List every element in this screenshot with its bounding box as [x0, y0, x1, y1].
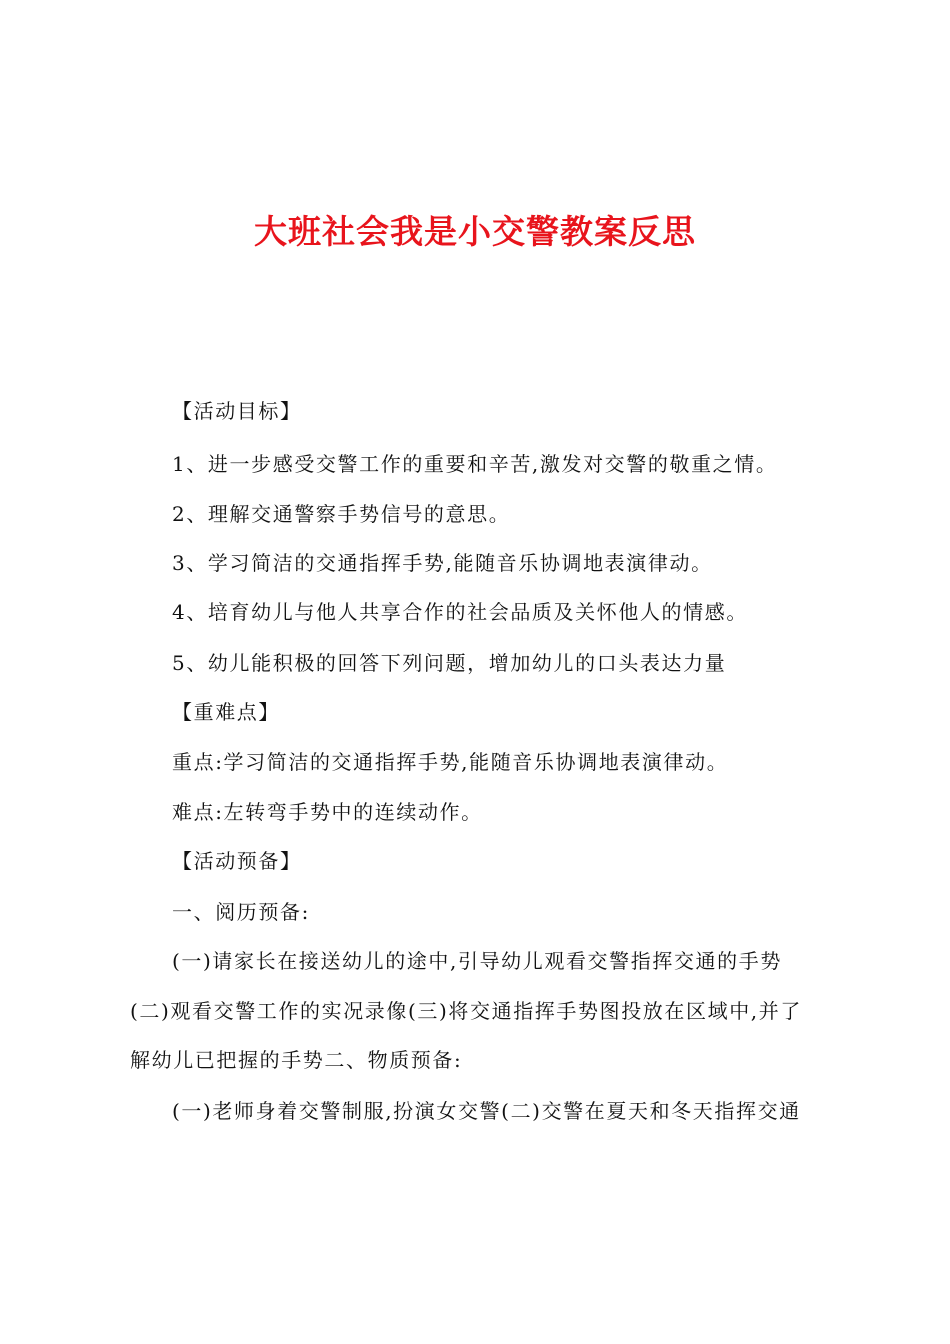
paragraph-line: (一)请家长在接送幼儿的途中,引导幼儿观看交警指挥交通的手势: [172, 949, 782, 973]
paragraph-line: 解幼儿已把握的手势二、物质预备:: [130, 1048, 463, 1072]
experience-preparation-heading: 一、阅历预备:: [172, 900, 310, 924]
goal-item-4: 4、培育幼儿与他人共享合作的社会品质及关怀他人的情感。: [172, 600, 748, 624]
section-heading-key-points: 【重难点】: [172, 700, 280, 724]
difficult-point-text: 难点:左转弯手势中的连续动作。: [172, 800, 483, 824]
paragraph-line: (二)观看交警工作的实况录像(三)将交通指挥手势图投放在区域中,并了: [130, 999, 802, 1023]
section-heading-preparation: 【活动预备】: [172, 849, 302, 873]
paragraph-line: (一)老师身着交警制服,扮演女交警(二)交警在夏天和冬天指挥交通: [172, 1099, 801, 1123]
section-heading-goals: 【活动目标】: [172, 399, 302, 423]
goal-item-2: 2、理解交通警察手势信号的意思。: [172, 502, 511, 526]
goal-item-1: 1、进一步感受交警工作的重要和辛苦,激发对交警的敬重之情。: [172, 452, 778, 476]
key-point-text: 重点:学习简洁的交通指挥手势,能随音乐协调地表演律动。: [172, 750, 729, 774]
document-title: 大班社会我是小交警教案反思: [254, 212, 696, 251]
goal-item-5: 5、幼儿能积极的回答下列问题，增加幼儿的口头表达力量: [172, 651, 727, 675]
goal-item-3: 3、学习简洁的交通指挥手势,能随音乐协调地表演律动。: [172, 551, 713, 575]
